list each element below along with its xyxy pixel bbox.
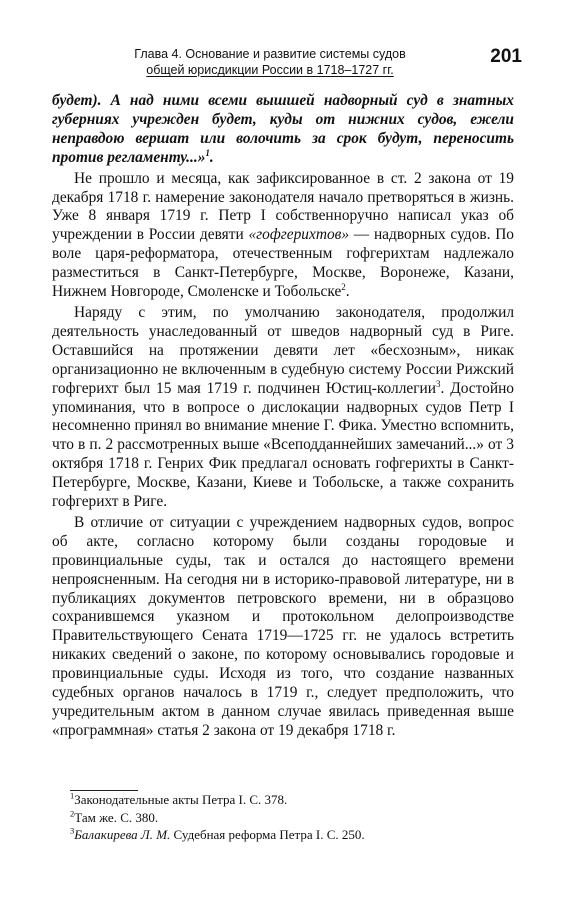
footnote-1 — [70, 791, 490, 809]
page-number: 201 — [490, 46, 522, 67]
footnote-3-number: 3 — [70, 825, 75, 836]
body-text — [52, 92, 514, 741]
footnote-3-text: Судебная реформа Петра I. С. 250. — [170, 827, 365, 842]
paragraph-3-part1: Наряду с этим, по умолчанию законодателя, продолжил деятельность унаследованный от шведов надворный суд в Риге. Оставшийся на протяжении девяти лет «бесхозным», никак организационно не включенным в судебную систему России Рижский гофгерихт был 15 мая 1719 г. подчинен Юстиц-коллегии — [52, 303, 514, 397]
quote-text: будет). А над ними всеми вышшей надворный суд в знатных губерниях учрежден будет, куды от нижних судов, ежели неправдою вершат или волочить за срок будут, переносить против регламенту...» — [52, 92, 514, 166]
paragraph-2-italic-term: «гофгерихтов» — [248, 226, 350, 244]
paragraph-4 — [52, 514, 514, 741]
footnote-3 — [70, 826, 490, 844]
footnote-2 — [70, 809, 490, 827]
paragraph-2 — [52, 170, 514, 302]
chapter-title — [70, 46, 470, 78]
footnote-3-author: Балакирева Л. М. — [74, 827, 171, 842]
footnote-2-number: 2 — [70, 808, 75, 819]
paragraph-4-text: В отличие от ситуации с учреждением надворных судов, вопрос об акте, согласно которому были созданы городовые и провинциальные суды, так и остался до настоящего времени непроясненным. На сегодня ни в историко-правовой литературе, ни в публикациях документов петровского времени, ни в образцово сохранившемся указном и протокольном делопроизводстве Правительствующего Сената 1719—1725 гг. не удалось встретить никаких сведений о законе, по которому основывались городовые и провинциальные суды. Исходя из того, что создание названных судебных органов началось в 1719 г., следует предположить, что учредительным актом в данном случае явилась приведенная выше «программная» статья 2 закона от 19 декабря 1718 г. — [52, 513, 514, 739]
paragraph-3-part2: . Достойно упоминания, что в вопросе о дислокации надворных судов Петр I несомненно принял во внимание мнение Г. Фика. Уместно вспомнить, что в п. 2 рассмотренных выше «Всеподданнейших замечаний...» от 3 октября 1718 г. Генрих Фик предлагал основать гофгерихты в Санкт-Петербурге, Москве, Казани, Киеве и Тобольске, а также сохранить гофгерихт в Риге. — [52, 379, 514, 511]
footnotes — [70, 791, 490, 844]
footnote-ref-2: 2 — [341, 281, 346, 292]
paragraph-2-end: . — [345, 283, 350, 301]
chapter-title-line2: общей юрисдикции России в 1718–1727 гг. — [146, 63, 394, 77]
footnote-1-text: Законодательные акты Петра I. С. 378. — [74, 792, 288, 807]
quote-paragraph: будет). А над ними всеми вышшей надворный суд в знатных губерниях учрежден будет, куды от нижних судов, ежели неправдою вершат или волочить за срок будут, переносить против регламенту...»$^1$. — [52, 92, 514, 166]
footnote-1-number: 1 — [70, 790, 75, 801]
paragraph-2-part1: Не прошло и месяца, как зафиксированное в ст. 2 закона от 19 декабря 1718 г. намерение законодателя начало претворяться в жизнь. Уже 8 января 1719 г. Петр I собственноручно написал указ об учреждении в России девяти — [52, 169, 514, 244]
footnote-ref-3: 3 — [436, 378, 441, 389]
chapter-title-line1: Глава 4. Основание и развитие системы судов — [134, 47, 406, 61]
footnote-2-text: Там же. С. 380. — [74, 809, 159, 825]
paragraph-2-part2: — надворных судов. По воле царя-реформатора, отечественным гофгерихтам надлежало разместиться в Санкт-Петербурге, Москве, Воронеже, Казани, Нижнем Новгороде, Смоленске и Тобольске — [52, 226, 515, 301]
paragraph-3 — [52, 304, 514, 512]
footnote-ref-1: 1 — [205, 147, 210, 158]
running-header — [60, 46, 522, 78]
